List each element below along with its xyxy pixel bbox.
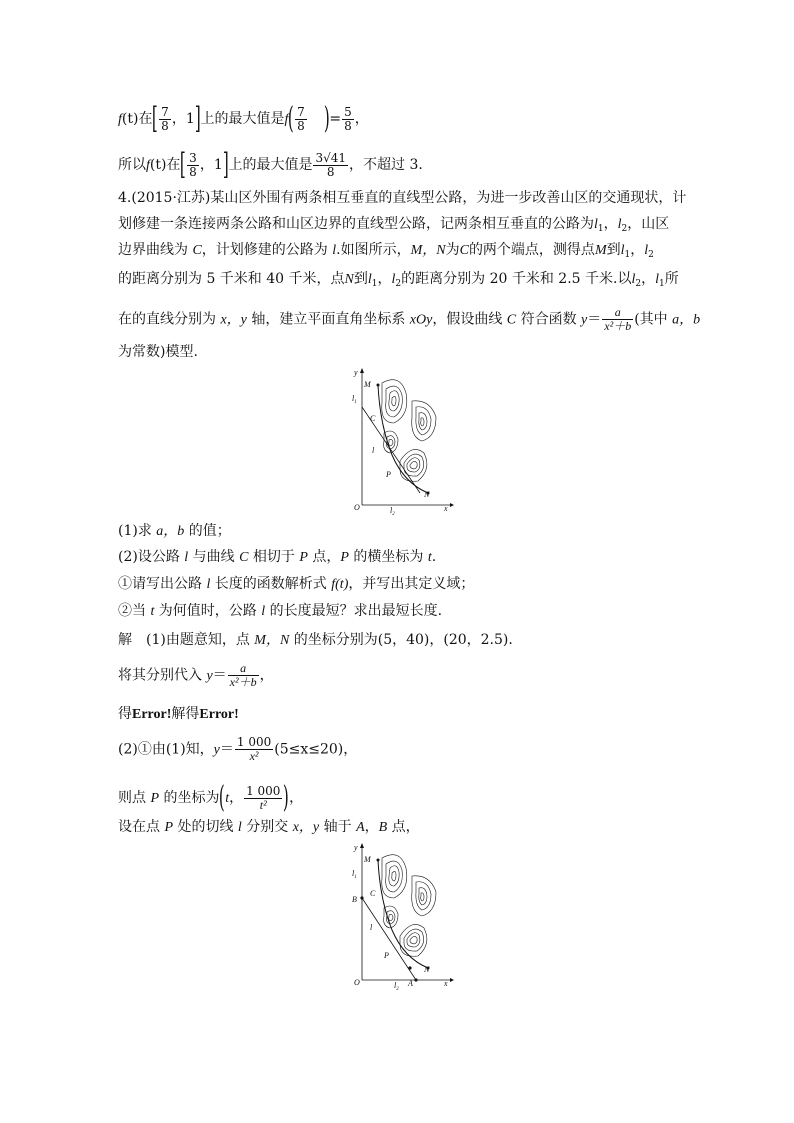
solution-1: 解 (1)由题意知，点 M，N 的坐标分别为(5，40)，(20，2.5). xyxy=(118,632,513,648)
point-p xyxy=(408,966,411,969)
fraction: $\frac{5}{8}$ xyxy=(344,104,352,133)
svg-text:l2: $l_2$ xyxy=(390,506,395,515)
svg-text:M: M xyxy=(364,855,371,864)
fraction: $\frac{7}{8}$ xyxy=(161,104,169,133)
svg-text:l1: $l_1$ xyxy=(352,869,357,880)
svg-text:A: A xyxy=(408,979,413,988)
svg-text:l2: $l_2$ xyxy=(394,981,399,990)
question-1: (1)求 a，b 的值； xyxy=(118,523,231,539)
solution-6: 设在点 P 处的切线 l 分别交 x，y 轴于 A，B 点， xyxy=(118,819,420,835)
svg-text:P: P xyxy=(386,470,391,479)
fraction: $\frac{a}{\text{x²＋b}}$ xyxy=(604,305,632,333)
problem-4-line-4: 的距离分别为 5 千米和 40 千米，点N到$l_1$，$l_2$的距离分别为 20 千米和 2.5 千米.以$l_2$，$l_1$所 xyxy=(118,271,679,289)
problem-4-line-2: 划修建一条连接两条公路和山区边界的直线型公路，记两条相互垂直的公路为$l_1$，$l_2$，山区 xyxy=(118,216,670,234)
svg-text:O: O xyxy=(354,503,360,512)
fraction: $\frac{7}{8}$ xyxy=(297,104,305,133)
problem-4-line-1: 4.(2015·江苏)某山区外围有两条相互垂直的直线型公路，为进一步改善山区的交通现状，计 xyxy=(118,190,687,206)
point-b xyxy=(360,896,363,899)
question-2-2: ②当 t 为何值时，公路 l 的长度最短？求出最短长度. xyxy=(118,603,443,619)
point-a xyxy=(414,978,417,981)
svg-text:B: B xyxy=(352,895,357,904)
svg-text:l: l xyxy=(370,923,373,932)
point-m xyxy=(377,384,380,387)
fraction: $\frac{1 000}{\text{t²}}$ xyxy=(246,783,281,812)
problem-4-line-3: 边界曲线为 C，计划修建的公路为 l.如图所示，M，N为C的两个端点，测得点M到$l_1$，$l_2$ xyxy=(118,242,654,260)
tangent-line xyxy=(362,898,416,980)
contour-lines xyxy=(382,380,436,482)
solution-2: 将其分别代入 y＝ $\frac{a}{\text{x²＋b}}$ ， xyxy=(118,661,274,689)
line-max-value-2: 所以f(t)在[ $\frac{3}{8}$ ，1]上的最大值是 $\frac{3√41}{8}$ ，不超过 3. xyxy=(118,147,423,182)
solution-3: 得Error!解得Error! xyxy=(118,706,239,722)
svg-text:x: x xyxy=(444,504,448,513)
svg-text:l1: $l_1$ xyxy=(352,394,357,405)
terrain-figure-2 xyxy=(340,840,455,990)
svg-text:C: C xyxy=(370,889,376,898)
svg-text:y: y xyxy=(354,368,358,377)
solution-4: (2)①由(1)知，y＝ $\frac{1 000}{\text{x²}}$ (5≤x≤20)， xyxy=(118,735,358,763)
svg-text:N: N xyxy=(424,490,430,499)
svg-text:N: N xyxy=(424,965,430,974)
terrain-figure-1 xyxy=(340,365,455,515)
line-max-value-1: f(t)在[ $\frac{7}{8}$ ，1]上的最大值是f( $\frac{7}{8}$ )= $\frac{5}{8}$ ， xyxy=(118,101,369,136)
fraction: $\frac{3}{8}$ xyxy=(189,150,197,179)
svg-text:l: l xyxy=(372,446,375,455)
fraction: $\frac{a}{\text{x²＋b}}$ xyxy=(229,661,257,689)
svg-text:C: C xyxy=(370,414,376,423)
svg-text:y: y xyxy=(354,843,358,852)
svg-text:P: P xyxy=(384,951,389,960)
question-2: (2)设公路 l 与曲线 C 相切于 P 点，P 的横坐标为 t. xyxy=(118,549,437,565)
solution-5: 则点 P 的坐标为(t， $\frac{1 000}{\text{t²}}$ )， xyxy=(118,780,304,815)
svg-text:O: O xyxy=(354,978,360,987)
svg-text:M: M xyxy=(364,380,371,389)
fraction: $\frac{3√41}{8}$ xyxy=(315,150,347,179)
question-2-1: ①请写出公路 l 长度的函数解析式 f(t)，并写出其定义域； xyxy=(118,576,475,592)
problem-4-line-5: 在的直线分别为 x，y 轴，建立平面直角坐标系 xOy，假设曲线 C 符合函数 y＝ $\frac{a}{\text{x²＋b}}$ (其中 a，b xyxy=(118,305,701,333)
point-m xyxy=(377,859,380,862)
problem-4-line-6: 为常数)模型. xyxy=(118,344,198,360)
svg-text:x: x xyxy=(444,979,448,988)
fraction: $\frac{1 000}{\text{x²}}$ xyxy=(236,735,272,763)
